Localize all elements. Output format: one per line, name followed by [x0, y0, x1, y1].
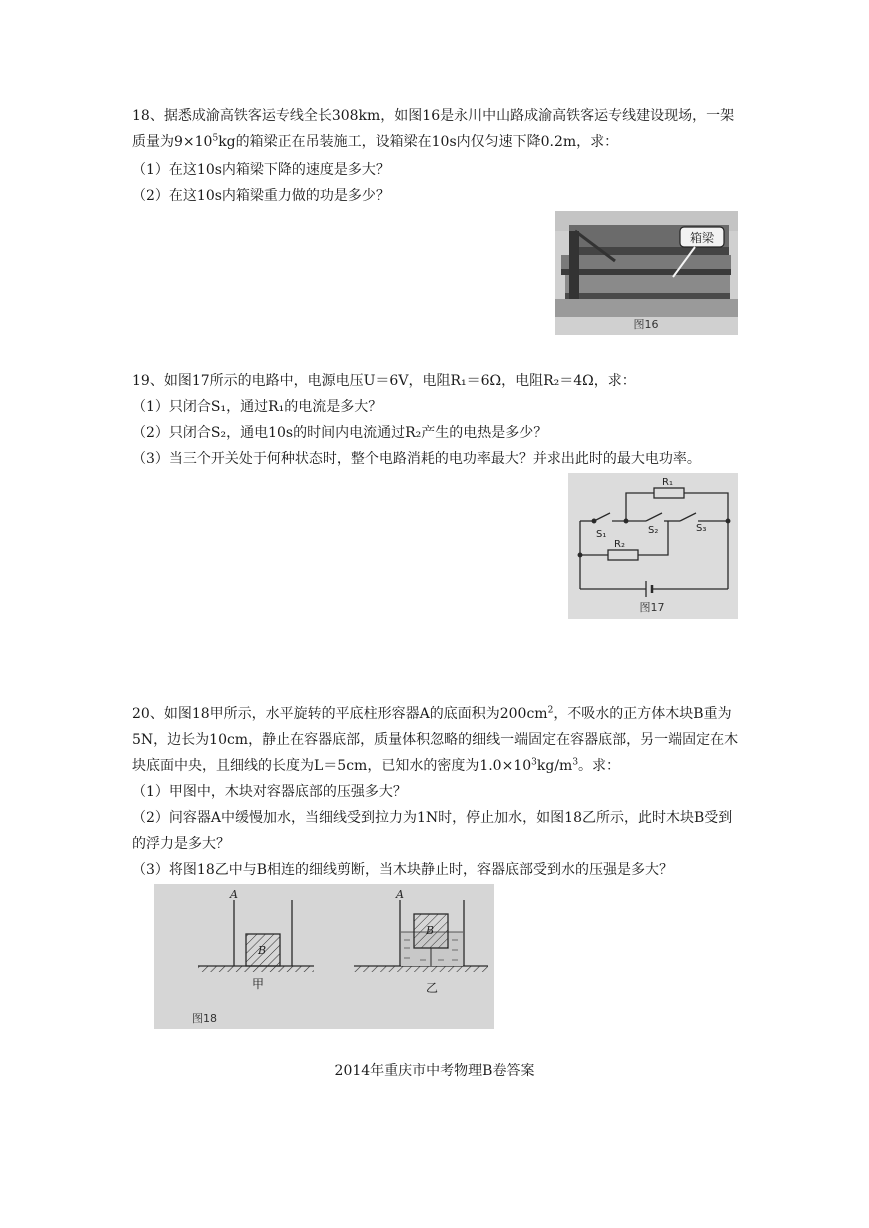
fig18-a-right: A: [396, 888, 404, 901]
fig17-r1: R₁: [662, 477, 673, 488]
figure-16: [555, 211, 738, 335]
q19-sub1: （1）只闭合S₁，通过R₁的电流是多大？: [132, 399, 383, 415]
q19-sub3: （3）当三个开关处于何种状态时，整个电路消耗的电功率最大？并求出此时的最大电功率。: [132, 451, 701, 467]
fig17-caption: 图17: [639, 601, 665, 614]
fig16-label: 箱梁: [689, 231, 715, 245]
figure-17-circuit: [568, 473, 738, 619]
q18-intro: 18、据悉成渝高铁客运专线全长308km，如图16是永川中山路成渝高铁客运专线建设现场，一架质量为$9\times 10^5kg$的箱梁正在吊装施工，设箱梁在10s内仅匀速下降0.2m，求：: [132, 108, 735, 150]
fig18-label-left: 甲: [252, 977, 265, 991]
fig17-s1: S₁: [596, 529, 607, 540]
fig17-r2: R₂: [614, 539, 625, 550]
q18-sub1: （1）在这10s内箱梁下降的速度是多大？: [132, 162, 390, 178]
q18-sub2: （2）在这10s内箱梁重力做的功是多少？: [132, 188, 390, 204]
figure-18: [154, 884, 494, 1029]
fig18-label-right: 乙: [426, 981, 439, 995]
q20-sub3: （3）将图18乙中与B相连的细线剪断，当木块静止时，容器底部受到水的压强是多大？: [132, 862, 674, 878]
q20-sub1: （1）甲图中，木块对容器底部的压强多大？: [132, 784, 407, 800]
fig17-s3: S₃: [696, 523, 707, 534]
fig18-b-left: B: [258, 944, 267, 957]
fig17-s2: S₂: [648, 525, 659, 536]
footer-title: 2014年重庆市中考物理B卷答案: [334, 1063, 535, 1079]
fig18-b-right: B: [426, 924, 435, 937]
fig18-caption: 图18: [192, 1012, 217, 1025]
fig18-a-left: A: [230, 888, 238, 901]
q20-sub2: （2）问容器A中缓慢加水，当细线受到拉力为1N时，停止加水，如图18乙所示，此时木块B受到的浮力是多大？: [132, 810, 733, 852]
q19-sub2: （2）只闭合S₂，通电10s的时间内电流通过R₂产生的电热是多少？: [132, 425, 548, 441]
fig16-caption: 图16: [633, 318, 659, 331]
q19-intro: 19、如图17所示的电路中，电源电压U＝6V，电阻R₁＝6Ω，电阻R₂＝4Ω，求：: [132, 373, 636, 389]
q20-intro: 20、如图18甲所示，水平旋转的平底柱形容器A的底面积为$200cm^2$，不吸水的正方体木块B重为5N，边长为10cm，静止在容器底部，质量体积忽略的细线一端固定在容器底部，另一端固定在木块底面中央，且细线的长度为L＝5cm，已知水的密度为$1.0\times 10^3kg/m^3$。求：: [132, 705, 739, 774]
